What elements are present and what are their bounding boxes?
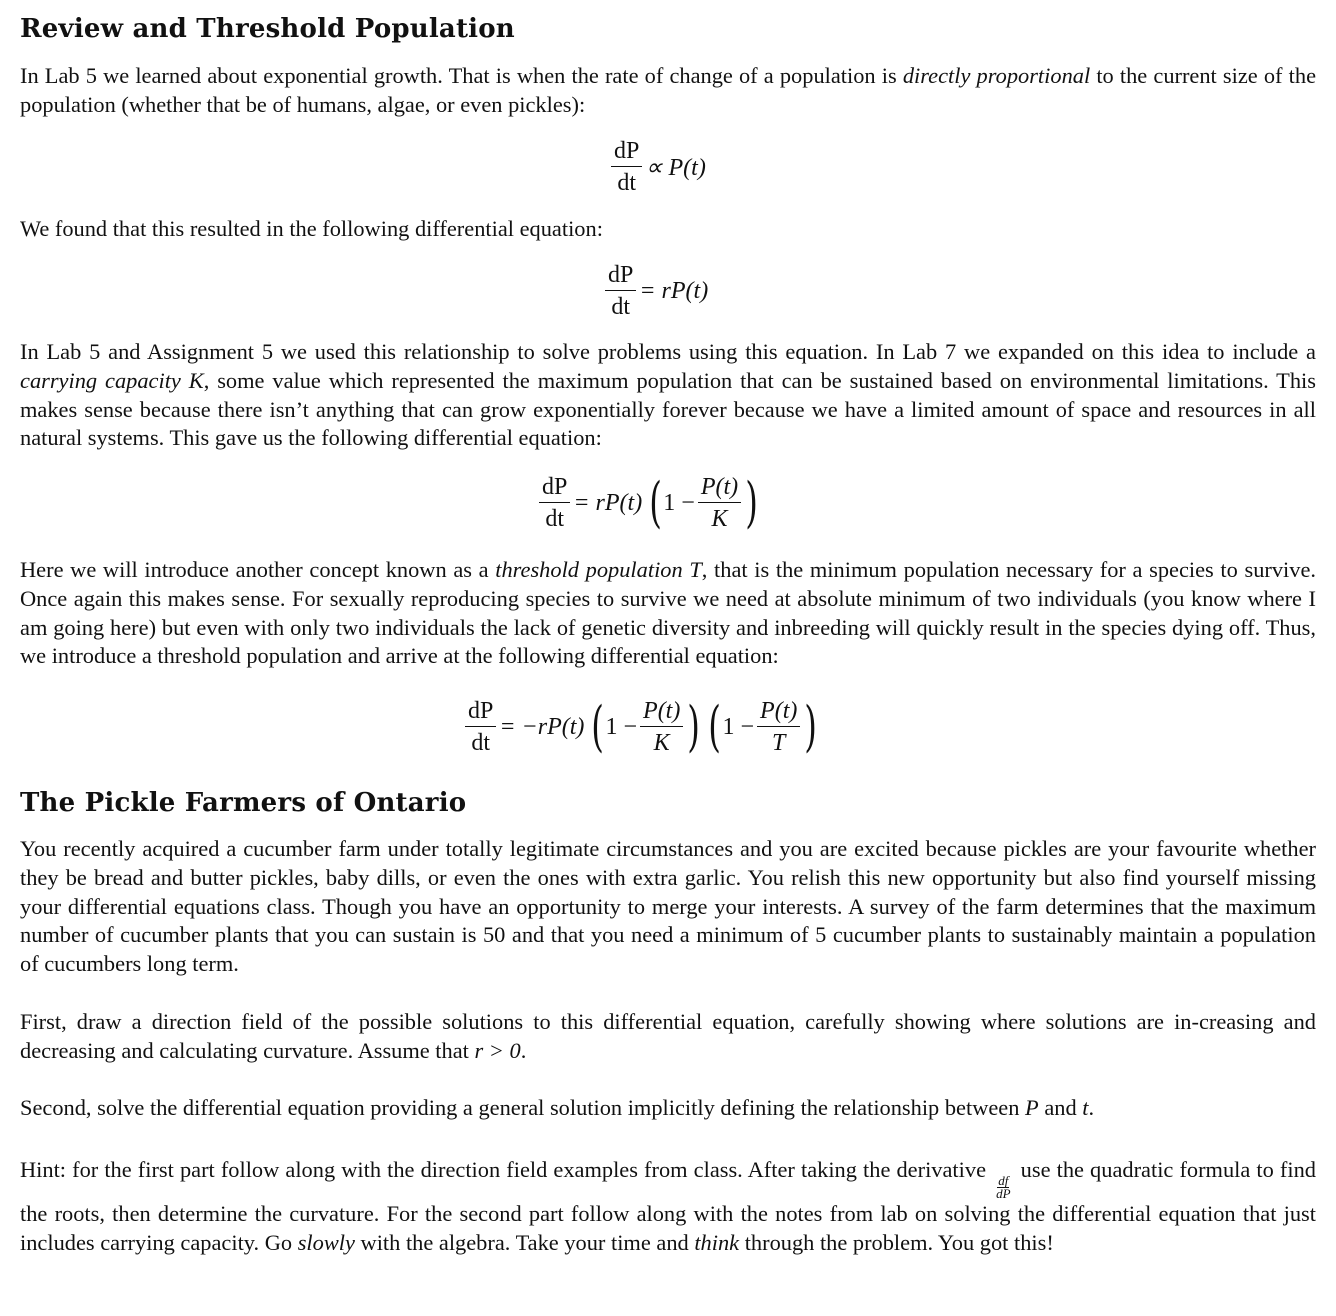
left-paren: ( — [591, 695, 605, 758]
paragraph-carrying-capacity: In Lab 5 and Assignment 5 we used this relationship to solve problems using this equation. In Lab 7 we expanded on this idea to include a carrying capacity K, some value which represented the maximum population that can be sustained based on environmental limitations. This makes sense because there isn’t anything that can grow exponentially forever because we have a limited amount of space and resources in all natural systems. This gave us the following differential equation: — [20, 339, 1316, 451]
derivative-fraction: $\frac{df}{dP}$ — [996, 1173, 1011, 1201]
equation-exponential: $\frac{dP}{dt}$ = rP(t) — [20, 262, 1316, 326]
paragraph-second-task: Second, solve the differential equation providing a general solution implicitly defining the relationship between P and t. — [20, 1095, 1095, 1120]
paragraph-found-equation: We found that this resulted in the following differential equation: — [20, 216, 603, 241]
section-heading-pickle-farmers: The Pickle Farmers of Ontario — [20, 788, 467, 818]
paragraph-exponential-growth: In Lab 5 we learned about exponential growth. That is when the rate of change of a population is directly proportional to the current size of the population (whether that be of humans, algae, or even pickles): — [20, 63, 1317, 117]
equation-threshold: $\frac{dP}{dt}$ = −rP(t) ( 1 − $\frac{P(t)}{K}$ ) ( 1 − $\frac{P(t)}{T}$ ) — [20, 698, 1316, 764]
right-paren: ) — [687, 695, 701, 758]
paragraph-cucumber-farm: You recently acquired a cucumber farm under totally legitimate circumstances and you are excited because pickles are your favourite whether they be bread and butter pickles, baby dills, or even the ones with extra garlic. You relish this new opportunity but also find yourself missing your differential equations class. Though you have an opportunity to merge your interests. A survey of the farm determines that the maximum number of cucumber plants that you can sustain is 50 and that you need a minimum of 5 cucumber plants to sustainably maintain a population of cucumbers long term. — [20, 836, 1316, 977]
paragraph-hint: Hint: for the first part follow along with the direction field examples from class. After taking the derivative $\frac{df}{dP}$ use the quadratic formula to find the roots, then determine the curvature. For the second part follow along with the notes from lab on solving the differential equation that just includes carrying capacity. Go slowly with the algebra. Take your time and think through the problem. You got this! — [20, 1157, 1316, 1255]
right-paren: ) — [804, 695, 818, 758]
equation-logistic: $\frac{dP}{dt}$ = rP(t) ( 1 − $\frac{P(t)}{K}$ ) — [20, 474, 1316, 540]
paragraph-first-task: First, draw a direction field of the possible solutions to this differential equation, carefully showing where solutions are in-creasing and decreasing and calculating curvature. Assume that r > 0. — [20, 1009, 1316, 1063]
paragraph-threshold: Here we will introduce another concept known as a threshold population T, that is the minimum population necessary for a species to survive. Once again this makes sense. For sexually reproducing species to survive we need at absolute minimum of two individuals (you know where I am going here) but even with only two individuals the lack of genetic diversity and inbreeding will quickly result in the species dying off. Thus, we introduce a threshold population and arrive at the following differential equation: — [20, 557, 1317, 669]
left-paren: ( — [708, 695, 722, 758]
left-paren: ( — [649, 471, 663, 534]
right-paren: ) — [745, 471, 759, 534]
section-heading-review: Review and Threshold Population — [20, 14, 515, 44]
equation-proportional: $\frac{dP}{dt}$ ∝ P(t) — [20, 138, 1316, 202]
